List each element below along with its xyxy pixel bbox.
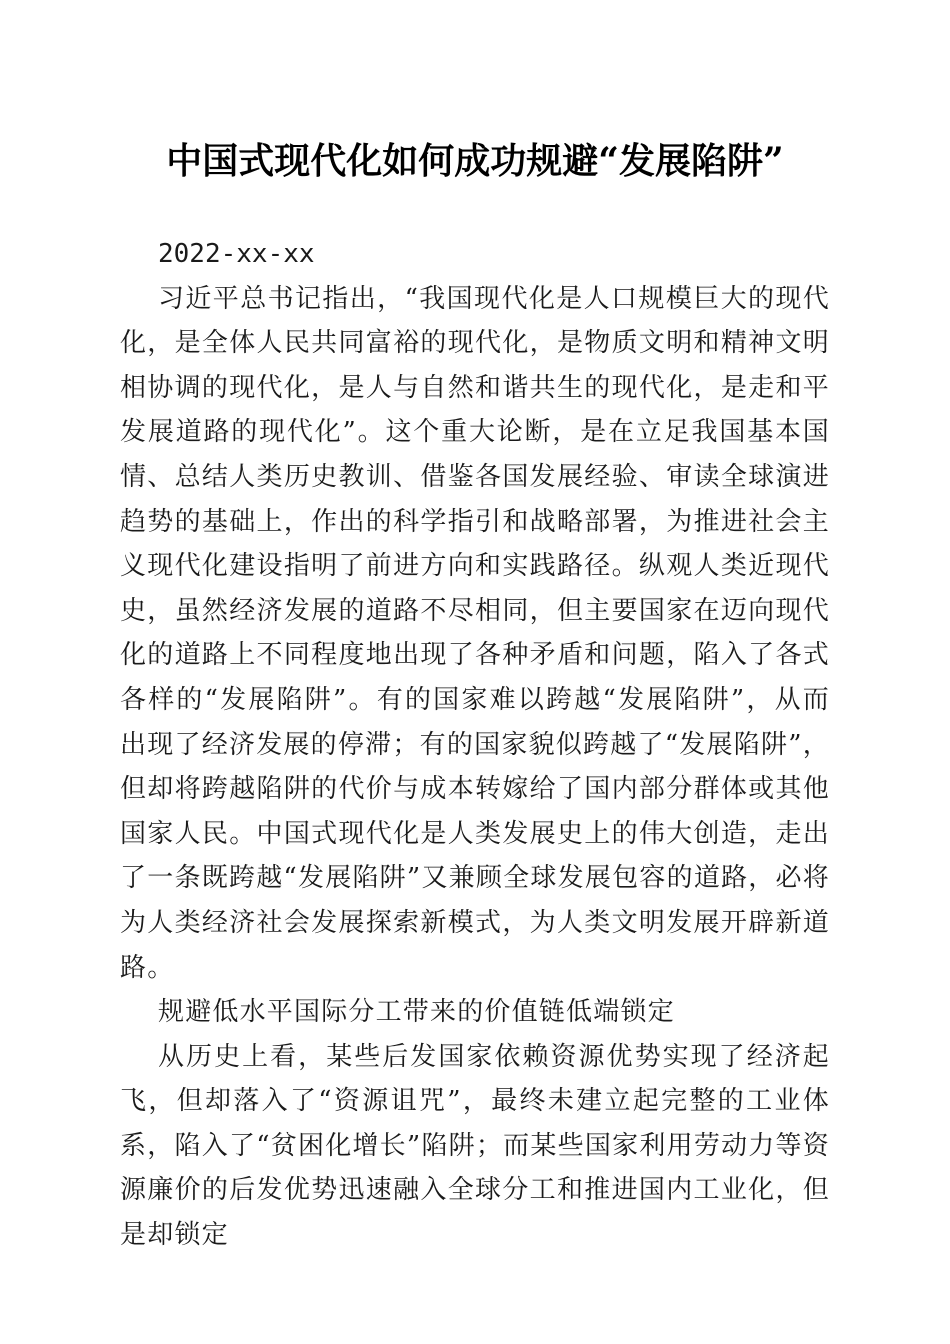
document-date: 2022-xx-xx (158, 239, 315, 269)
section-heading: 规避低水平国际分工带来的价值链低端锁定 (158, 997, 675, 1028)
paragraph-history: 从历史上看，某些后发国家依赖资源优势实现了经济起飞，但却落入了“资源诅咒”，最终未建立起完整的工业体系，陷入了“贫困化增长”陷阱；而某些国家利用劳动力等资源廉价的后发优势迅速融入全球分工和推进国内工业化，但是却锁定 (120, 1041, 830, 1251)
paragraph-intro: 习近平总书记指出，“我国现代化是人口规模巨大的现代化，是全体人民共同富裕的现代化，是物质文明和精神文明相协调的现代化，是人与自然和谐共生的现代化，是走和平发展道路的现代化”。这个重大论断，是在立足我国基本国情、总结人类历史教训、借鉴各国发展经验、审读全球演进趋势的基础上，作出的科学指引和战略部署，为推进社会主义现代化建设指明了前进方向和实践路径。纵观人类近现代史，虽然经济发展的道路不尽相同，但主要国家在迈向现代化的道路上不同程度地出现了各种矛盾和问题，陷入了各式各样的“发展陷阱”。有的国家难以跨越“发展陷阱”，从而出现了经济发展的停滞；有的国家貌似跨越了“发展陷阱”，但却将跨越陷阱的代价与成本转嫁给了国内部分群体或其他国家人民。中国式现代化是人类发展史上的伟大创造，走出了一条既跨越“发展陷阱”又兼顾全球发展包容的道路，必将为人类经济社会发展探索新模式，为人类文明发展开辟新道路。 (120, 283, 830, 983)
document-body (120, 232, 830, 1258)
document-title: 中国式现代化如何成功规避“发展陷阱” (166, 140, 784, 182)
